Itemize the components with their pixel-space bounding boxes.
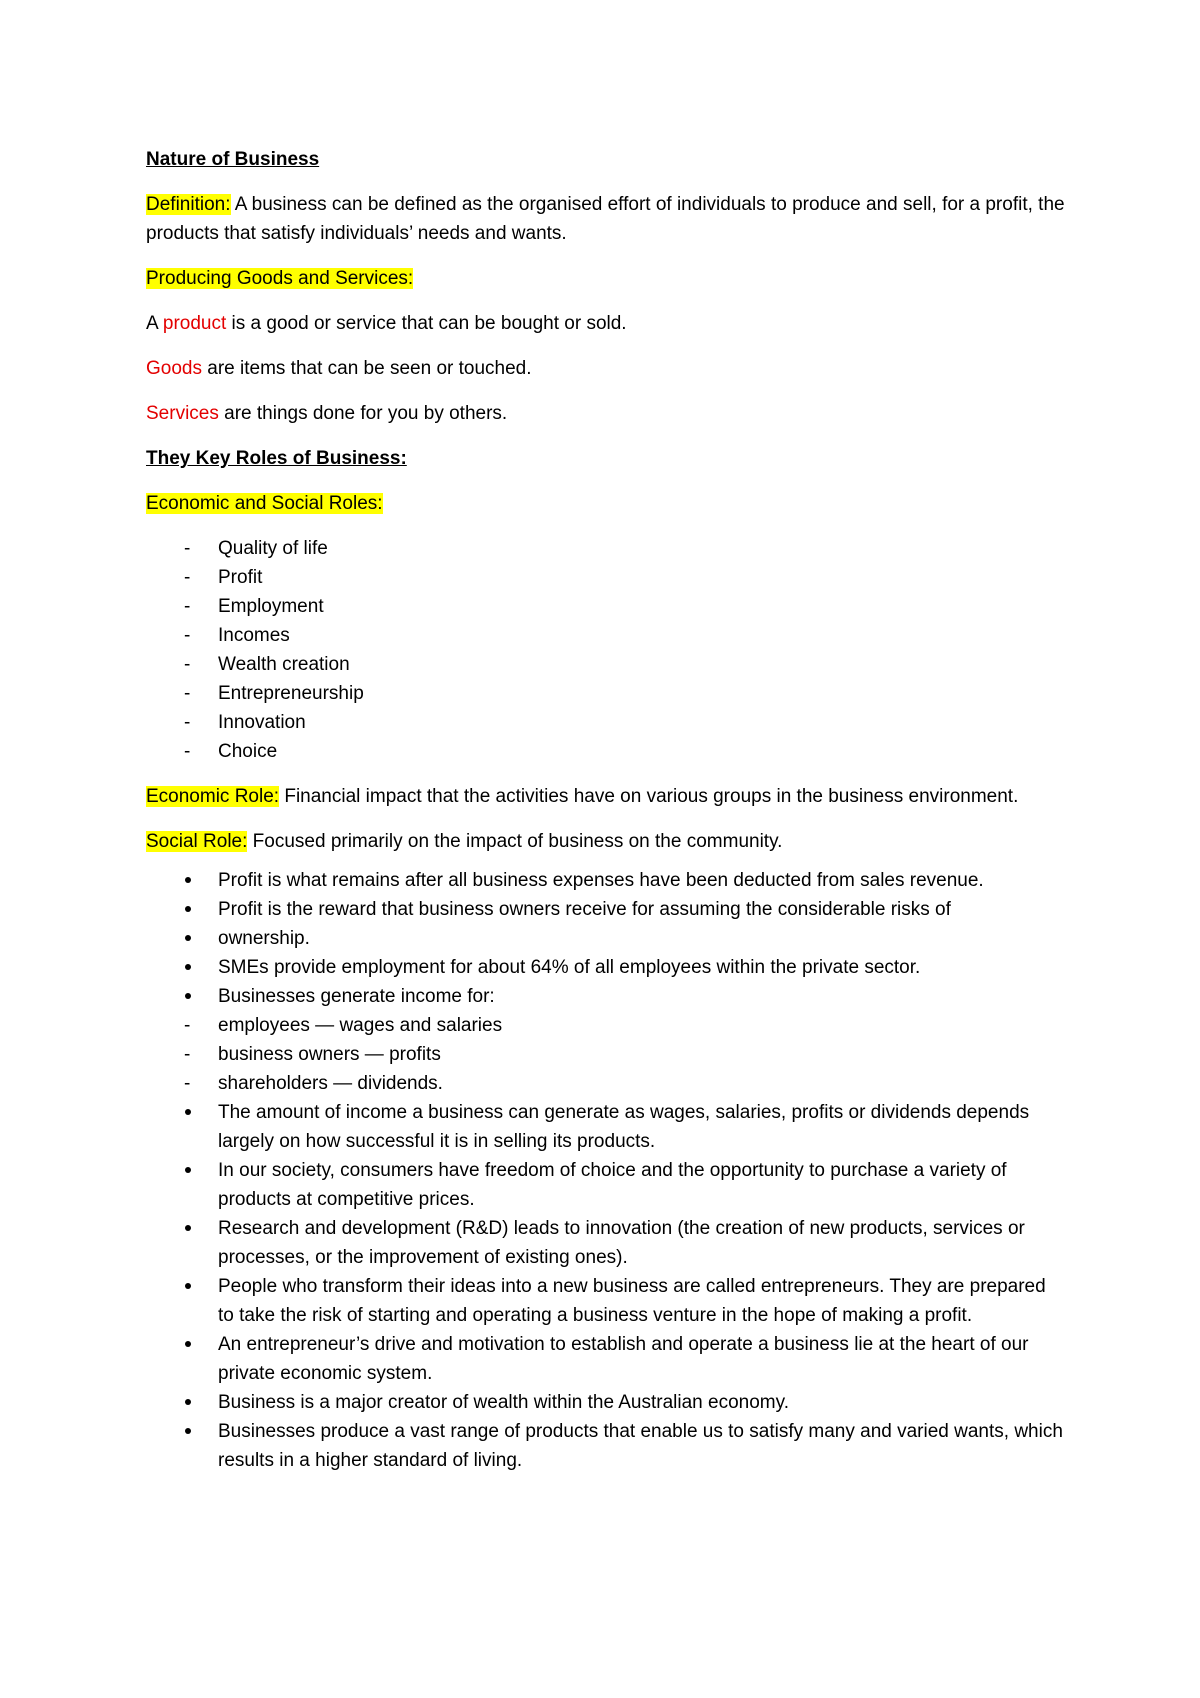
economic-role-label: Economic Role: [146,786,280,807]
list-item [146,1388,1066,1417]
definition-label: Definition: [146,194,231,215]
list-item-text: Profit is what remains after all business expenses have been deducted from sales revenue. [218,870,984,891]
econ-social-heading-text: Economic and Social Roles: [146,493,383,514]
list-item [146,1040,1066,1069]
economic-role-text: Financial impact that the activities have on various groups in the business environment. [279,786,1019,807]
producing-heading [146,264,1066,293]
list-item-text: Research and development (R&D) leads to innovation (the creation of new products, services or processes, or the improvement of existing ones). [218,1218,1025,1268]
list-item [146,679,1066,708]
list-item-text: In our society, consumers have freedom of choice and the opportunity to purchase a variety of products at competitive prices. [218,1160,1007,1210]
bullet-marker [185,1428,191,1434]
list-item [146,592,1066,621]
list-item-text: ownership. [218,928,310,949]
list-item-text: The amount of income a business can generate as wages, salaries, profits or dividends depends largely on how successful it is in selling its products. [218,1102,1030,1152]
document-body [146,145,1066,1491]
key-roles-heading-text: They Key Roles of Business: [146,448,407,469]
list-item-text: Choice [218,741,278,762]
list-item-text: Profit is the reward that business owners receive for assuming the considerable risks of [218,899,951,920]
bullet-marker [185,993,191,999]
page-title [146,145,1066,174]
list-item [146,737,1066,766]
dash-marker: - [184,654,191,675]
list-item [146,1011,1066,1040]
list-item-text: SMEs provide employment for about 64% of all employees within the private sector. [218,957,921,978]
list-item-text: Profit [218,567,263,588]
bullet-marker [185,935,191,941]
dash-marker: - [184,596,191,617]
points-list [146,866,1066,1475]
list-item-text: Wealth creation [218,654,350,675]
roles-list [146,534,1066,766]
list-item-text: Businesses generate income for: [218,986,495,1007]
producing-heading-text: Producing Goods and Services: [146,268,414,289]
bullet-marker [185,1283,191,1289]
list-item-text: business owners — profits [218,1044,441,1065]
dash-marker: - [184,567,191,588]
list-item [146,534,1066,563]
list-item [146,563,1066,592]
list-item [146,621,1066,650]
list-item-text: shareholders — dividends. [218,1073,443,1094]
list-item [146,1156,1066,1214]
goods-post: are items that can be seen or touched. [201,358,532,379]
list-item-text: Quality of life [218,538,328,559]
definition-paragraph [146,190,1066,248]
list-item-text: An entrepreneur’s drive and motivation to establish and operate a business lie at the heart of our private economic system. [218,1334,1029,1384]
dash-marker: - [184,1073,191,1094]
bullet-marker [185,1341,191,1347]
goods-paragraph [146,354,1066,383]
list-item [146,1098,1066,1156]
dash-marker: - [184,625,191,646]
dash-marker: - [184,741,191,762]
list-item [146,1417,1066,1475]
goods-term: Goods [146,358,202,379]
dash-marker: - [184,683,191,704]
bullet-marker [185,906,191,912]
dash-marker: - [184,712,191,733]
list-item-text: Innovation [218,712,306,733]
economic-role-paragraph [146,782,1066,811]
title-text: Nature of Business [146,149,320,170]
list-item [146,924,1066,953]
list-item-text: Employment [218,596,324,617]
list-item-text: Incomes [218,625,290,646]
dash-marker: - [184,1044,191,1065]
social-role-text: Focused primarily on the impact of business on the community. [247,831,783,852]
social-role-paragraph [146,827,1066,856]
list-item [146,650,1066,679]
list-item [146,982,1066,1011]
bullet-marker [185,1399,191,1405]
dash-marker: - [184,538,191,559]
key-roles-heading [146,444,1066,473]
dash-marker: - [184,1015,191,1036]
econ-social-heading [146,489,1066,518]
definition-text: A business can be defined as the organised effort of individuals to produce and sell, for a profit, the products that satisfy individuals’ needs and wants. [146,194,1065,244]
list-item [146,953,1066,982]
bullet-marker [185,1225,191,1231]
list-item [146,1069,1066,1098]
list-item-text: People who transform their ideas into a new business are called entrepreneurs. They are prepared to take the risk of starting and operating a business venture in the hope of making a profit. [218,1276,1046,1326]
bullet-marker [185,964,191,970]
list-item [146,708,1066,737]
bullet-marker [185,1109,191,1115]
list-item-text: Businesses produce a vast range of products that enable us to satisfy many and varied wants, which results in a higher standard of living. [218,1421,1063,1471]
list-item [146,1214,1066,1272]
services-post: are things done for you by others. [218,403,508,424]
product-pre: A [146,313,163,334]
services-term: Services [146,403,219,424]
list-item [146,866,1066,895]
bullet-marker [185,1167,191,1173]
list-item [146,895,1066,924]
social-role-label: Social Role: [146,831,248,852]
list-item [146,1330,1066,1388]
product-post: is a good or service that can be bought or sold. [226,313,627,334]
product-paragraph [146,309,1066,338]
product-term: product [162,313,227,334]
list-item-text: Entrepreneurship [218,683,364,704]
bullet-marker [185,877,191,883]
list-item-text: employees — wages and salaries [218,1015,503,1036]
list-item-text: Business is a major creator of wealth within the Australian economy. [218,1392,789,1413]
services-paragraph [146,399,1066,428]
list-item [146,1272,1066,1330]
